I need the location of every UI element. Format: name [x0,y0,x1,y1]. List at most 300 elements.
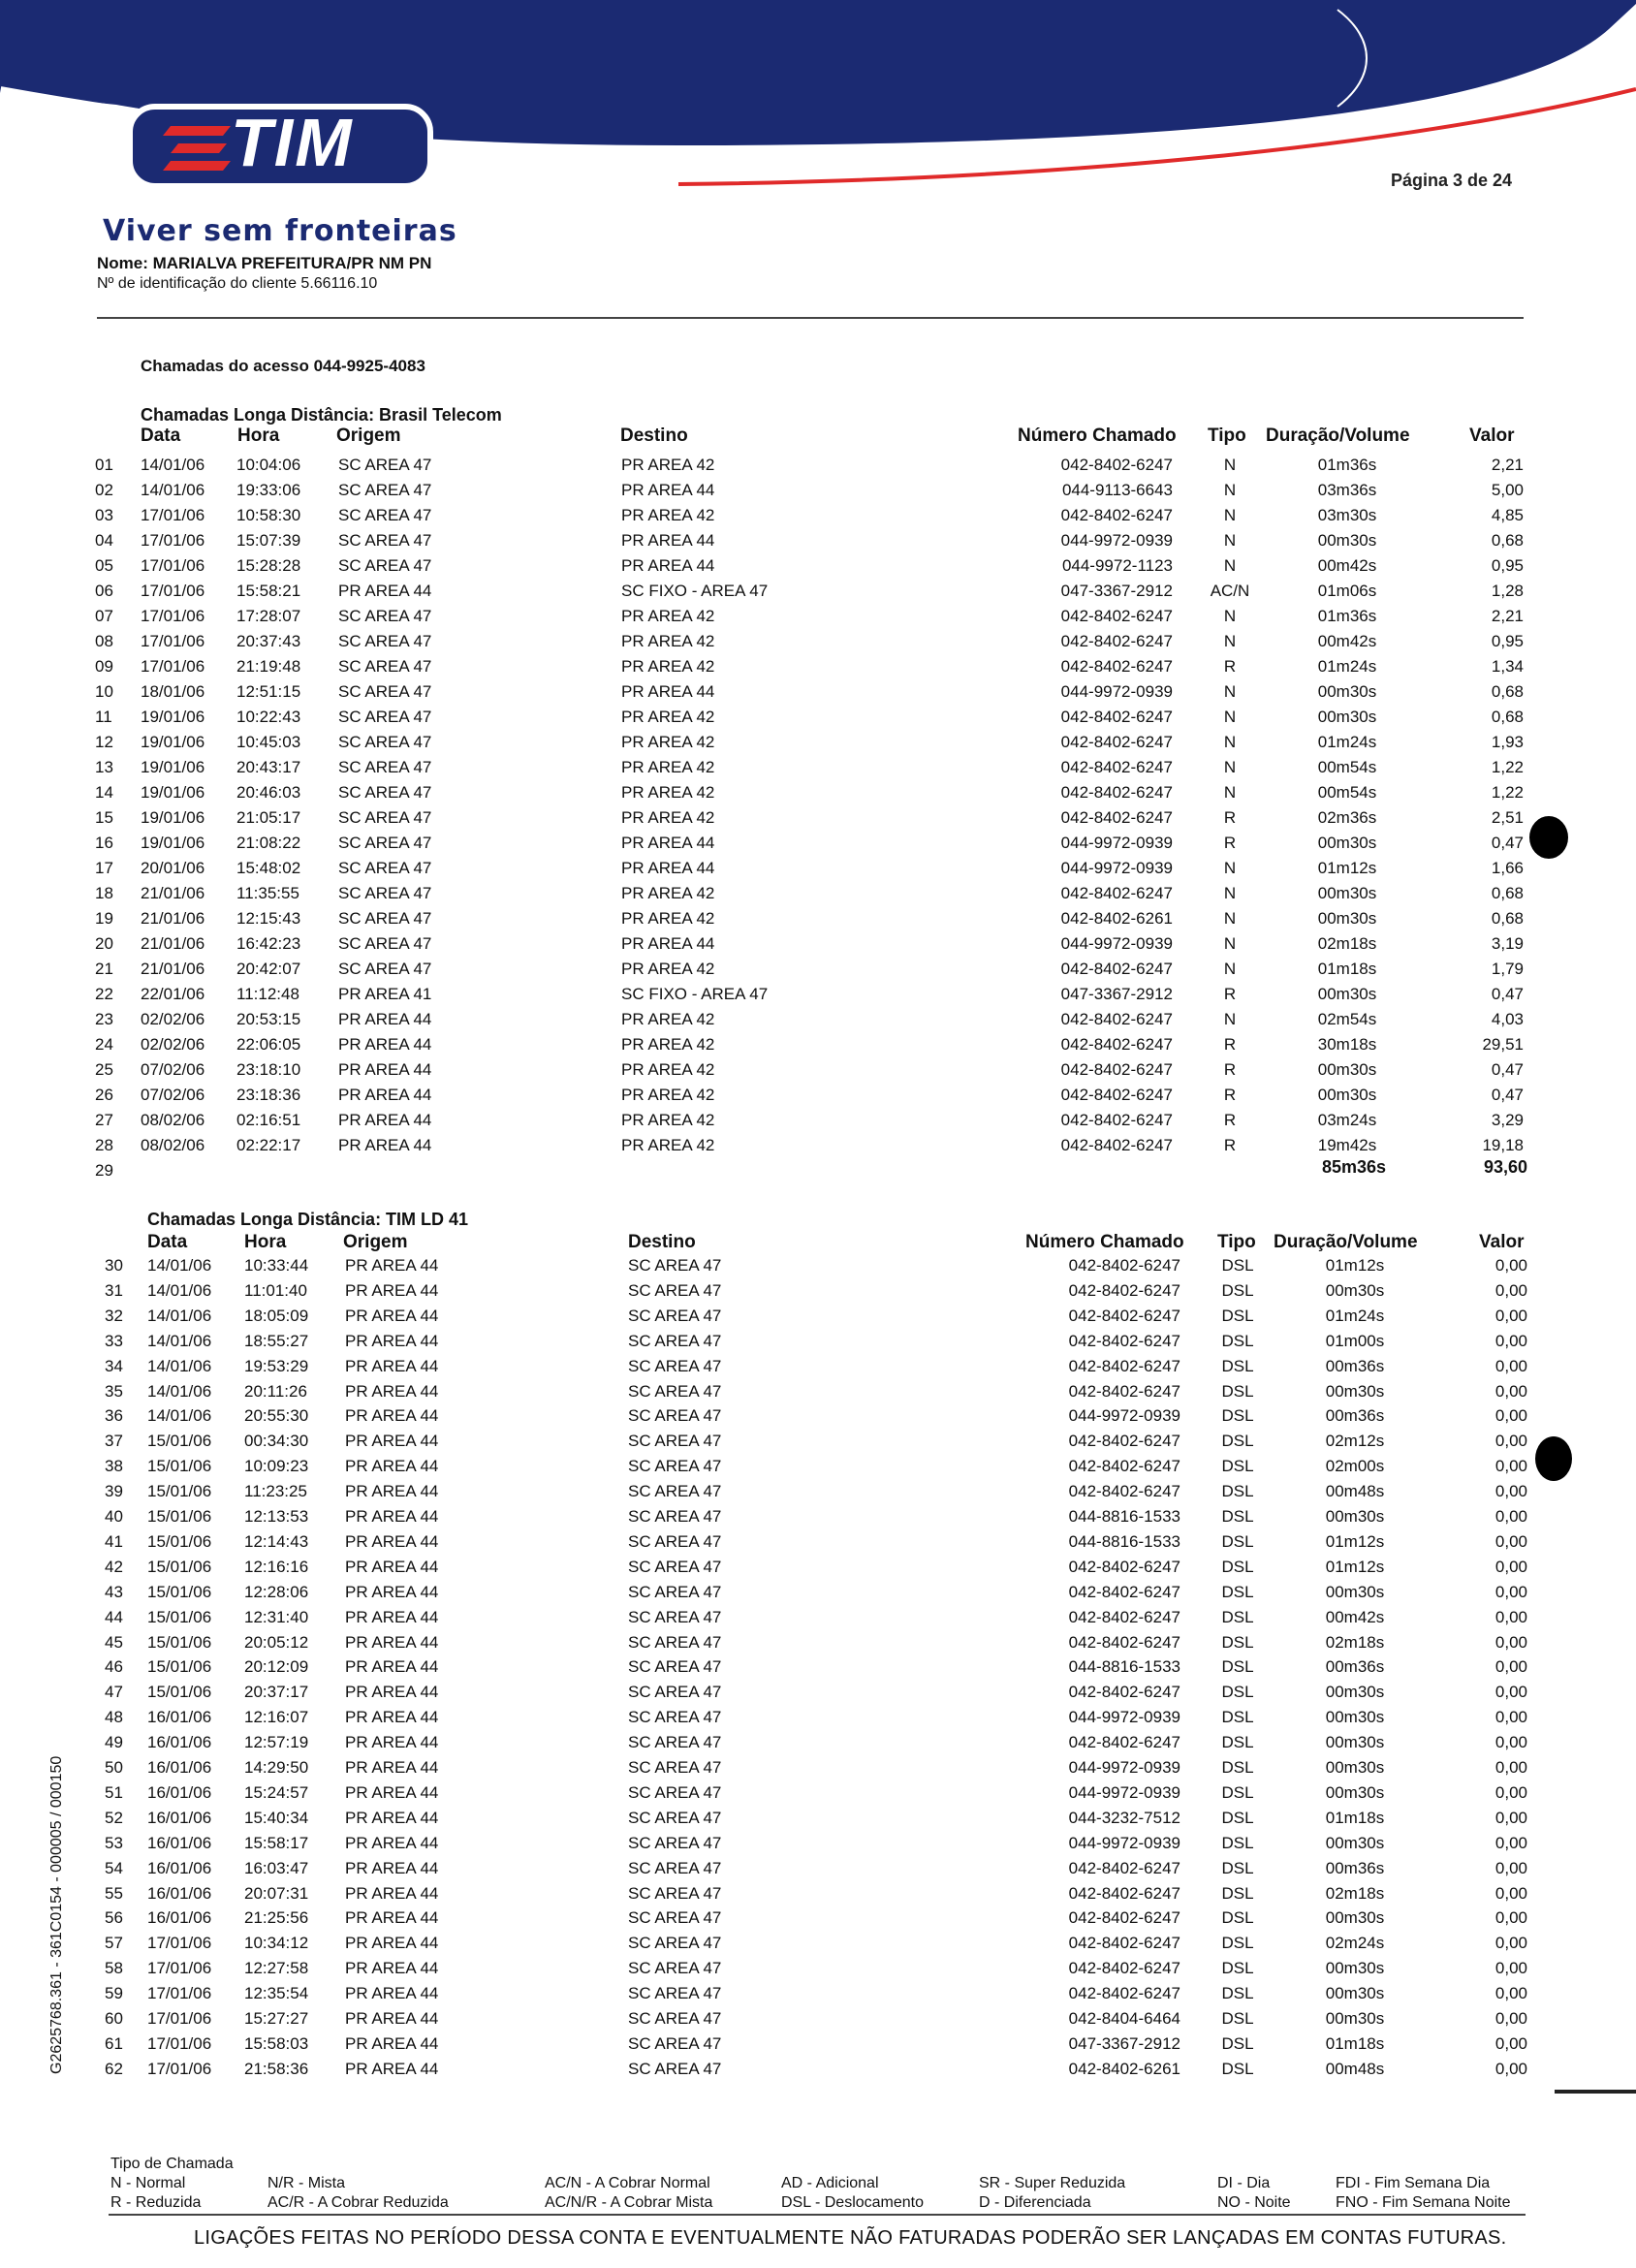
call-origin: PR AREA 44 [345,1582,439,1601]
call-row-index: 07 [95,607,113,625]
call-duration: 00m30s [1317,708,1377,726]
call-time: 15:27:27 [244,2009,309,2028]
call-type: N [1223,556,1237,575]
call-origin: SC AREA 47 [338,657,432,676]
call-date: 16/01/06 [147,1908,212,1928]
call-duration: 00m30s [1325,1758,1385,1777]
call-type: DSL [1221,2059,1254,2078]
call-row-index: 39 [105,1482,123,1501]
call-time: 12:35:54 [244,1984,309,2003]
call-row-index: 01 [95,456,113,474]
call-row-index: 46 [105,1657,123,1677]
call-number: 042-8402-6247 [1060,1111,1173,1129]
call-destination: PR AREA 44 [621,556,715,575]
column-header-hora: Hora [244,1232,287,1252]
call-time: 12:16:16 [244,1557,309,1576]
call-number: 042-8402-6247 [1060,607,1173,625]
scan-mark [1535,1436,1572,1481]
call-origin: PR AREA 44 [345,1381,439,1401]
call-destination: SC AREA 47 [628,1482,722,1501]
customer-name: Nome: MARIALVA PREFEITURA/PR NM PN [97,254,432,272]
call-duration: 00m30s [1325,1507,1385,1526]
call-destination: SC AREA 47 [628,2033,722,2053]
call-duration: 01m18s [1317,960,1377,978]
call-date: 15/01/06 [147,1432,212,1451]
call-origin: PR AREA 44 [345,1758,439,1777]
call-duration: 00m54s [1317,758,1377,776]
call-value: 0,68 [1491,531,1524,550]
call-type: DSL [1221,1482,1254,1501]
call-destination: SC AREA 47 [628,1657,722,1677]
call-value: 0,00 [1494,1457,1527,1476]
call-origin: PR AREA 44 [345,1883,439,1903]
call-date: 18/01/06 [141,682,205,701]
call-time: 10:34:12 [244,1934,309,1953]
call-row-index: 36 [105,1406,123,1426]
call-type: DSL [1221,1381,1254,1401]
call-destination: PR AREA 42 [621,657,715,676]
call-origin: PR AREA 44 [345,1331,439,1350]
call-date: 08/02/06 [141,1136,205,1154]
call-value: 0,00 [1494,1406,1527,1426]
call-duration: 02m18s [1325,1883,1385,1903]
call-duration: 00m30s [1325,1683,1385,1702]
call-origin: SC AREA 47 [338,556,432,575]
call-row-index: 55 [105,1883,123,1903]
call-time: 14:29:50 [244,1758,309,1777]
call-duration: 01m18s [1325,1808,1385,1827]
call-date: 19/01/06 [141,808,205,827]
call-date: 16/01/06 [147,1833,212,1852]
call-date: 15/01/06 [147,1632,212,1652]
call-row-index: 17 [95,859,113,877]
call-number: 044-9972-0939 [1068,1708,1180,1727]
call-number: 044-3232-7512 [1068,1808,1180,1827]
call-number: 042-8402-6247 [1068,1858,1180,1877]
call-number: 042-8402-6247 [1060,1010,1173,1028]
column-header-data: Data [147,1232,188,1252]
call-time: 10:09:23 [244,1457,309,1476]
call-date: 15/01/06 [147,1657,212,1677]
call-duration: 02m54s [1317,1010,1377,1028]
call-origin: PR AREA 44 [338,1010,432,1028]
call-value: 1,22 [1491,758,1524,776]
call-origin: PR AREA 44 [345,1531,439,1551]
call-row-index: 18 [95,884,113,902]
call-number: 044-9972-0939 [1060,859,1173,877]
call-value: 0,68 [1491,708,1524,726]
call-number: 044-9972-0939 [1068,1406,1180,1426]
call-date: 07/02/06 [141,1086,205,1104]
call-date: 07/02/06 [141,1060,205,1079]
call-type: DSL [1221,1959,1254,1978]
call-value: 0,00 [1494,2009,1527,2028]
call-time: 12:51:15 [236,682,301,701]
call-type: DSL [1221,1632,1254,1652]
call-duration: 00m30s [1317,884,1377,902]
call-value: 0,00 [1494,1256,1527,1275]
call-time: 00:34:30 [244,1432,309,1451]
call-origin: PR AREA 44 [345,2009,439,2028]
call-origin: PR AREA 44 [345,1984,439,2003]
call-type: N [1223,682,1237,701]
call-duration: 00m30s [1325,1280,1385,1300]
call-value: 0,00 [1494,1331,1527,1350]
call-row-index: 27 [95,1111,113,1129]
call-number: 044-8816-1533 [1068,1531,1180,1551]
call-number: 042-8402-6247 [1068,1457,1180,1476]
call-type: N [1223,783,1237,802]
call-duration: 00m42s [1317,632,1377,650]
call-number: 042-8402-6247 [1068,1984,1180,2003]
call-row-index: 19 [95,909,113,928]
call-time: 21:08:22 [236,834,301,852]
call-row-index: 22 [95,985,113,1003]
call-duration: 01m18s [1325,2033,1385,2053]
call-origin: SC AREA 47 [338,506,432,524]
call-destination: SC AREA 47 [628,1331,722,1350]
call-origin: PR AREA 41 [338,985,432,1003]
call-destination: PR AREA 44 [621,859,715,877]
call-date: 17/01/06 [141,556,205,575]
call-origin: SC AREA 47 [338,481,432,499]
call-destination: PR AREA 42 [621,960,715,978]
call-date: 08/02/06 [141,1111,205,1129]
call-destination: PR AREA 42 [621,1060,715,1079]
call-number: 044-8816-1533 [1068,1657,1180,1677]
call-number: 042-8402-6247 [1068,1482,1180,1501]
call-time: 20:43:17 [236,758,301,776]
call-value: 0,47 [1491,985,1524,1003]
call-number: 042-8402-6247 [1060,1086,1173,1104]
call-destination: SC AREA 47 [628,1406,722,1426]
legend-item: DI - Dia [1217,2175,1271,2191]
call-destination: SC AREA 47 [628,1959,722,1978]
call-number: 042-8402-6247 [1060,1136,1173,1154]
call-origin: PR AREA 44 [345,1683,439,1702]
call-value: 1,79 [1491,960,1524,978]
call-row-index: 37 [105,1432,123,1451]
call-duration: 02m36s [1317,808,1377,827]
call-destination: PR AREA 42 [621,1086,715,1104]
call-date: 17/01/06 [141,607,205,625]
call-value: 4,03 [1491,1010,1524,1028]
column-header-numero: Número Chamado [1025,1232,1184,1252]
call-duration: 02m24s [1325,1934,1385,1953]
call-time: 20:07:31 [244,1883,309,1903]
call-time: 10:04:06 [236,456,301,474]
call-time: 20:11:26 [244,1381,307,1401]
call-duration: 02m12s [1325,1432,1385,1451]
call-date: 14/01/06 [147,1406,212,1426]
call-row-index: 54 [105,1858,123,1877]
call-duration: 30m18s [1317,1035,1377,1054]
call-number: 042-8404-6464 [1068,2009,1180,2028]
column-header-origem: Origem [336,425,401,446]
call-row-index: 02 [95,481,113,499]
call-origin: PR AREA 44 [345,1632,439,1652]
slogan: Viver sem fronteiras [103,214,457,248]
call-row-index: 41 [105,1531,123,1551]
call-number: 044-9972-0939 [1060,682,1173,701]
call-time: 19:53:29 [244,1356,309,1375]
call-type: DSL [1221,1557,1254,1576]
column-header-hora: Hora [237,425,280,446]
call-time: 23:18:10 [236,1060,301,1079]
column-header-duracao: Duração/Volume [1266,425,1410,446]
call-number: 042-8402-6261 [1060,909,1173,928]
column-header-destino: Destino [628,1232,696,1252]
call-origin: PR AREA 44 [345,1457,439,1476]
call-date: 17/01/06 [147,2033,212,2053]
call-type: DSL [1221,1808,1254,1827]
call-number: 042-8402-6247 [1068,1908,1180,1928]
call-row-index: 33 [105,1331,123,1350]
call-number: 044-9972-0939 [1060,834,1173,852]
call-time: 18:55:27 [244,1331,309,1350]
call-value: 0,00 [1494,1908,1527,1928]
divider [97,317,1524,319]
legend-item: AC/N/R - A Cobrar Mista [545,2194,713,2211]
call-row-index: 24 [95,1035,113,1054]
call-type: R [1223,1086,1237,1104]
call-origin: SC AREA 47 [338,632,432,650]
call-row-index: 52 [105,1808,123,1827]
call-duration: 00m30s [1325,1984,1385,2003]
call-value: 0,00 [1494,1381,1527,1401]
call-row-index: 16 [95,834,113,852]
call-type: N [1223,884,1237,902]
call-number: 042-8402-6247 [1060,808,1173,827]
call-row-index: 50 [105,1758,123,1777]
call-type: N [1223,758,1237,776]
call-time: 21:58:36 [244,2059,309,2078]
call-origin: SC AREA 47 [338,859,432,877]
call-value: 0,47 [1491,1086,1524,1104]
call-destination: PR AREA 44 [621,531,715,550]
call-type: DSL [1221,1833,1254,1852]
call-date: 16/01/06 [147,1733,212,1752]
call-value: 19,18 [1482,1136,1524,1154]
call-date: 21/01/06 [141,934,205,953]
total-value: 93,60 [1483,1157,1527,1177]
call-time: 22:06:05 [236,1035,301,1054]
call-type: DSL [1221,1432,1254,1451]
call-date: 17/01/06 [147,1984,212,2003]
call-date: 16/01/06 [147,1858,212,1877]
call-origin: PR AREA 44 [345,1356,439,1375]
call-destination: PR AREA 42 [621,1035,715,1054]
call-value: 0,68 [1491,909,1524,928]
call-value: 4,85 [1491,506,1524,524]
call-type: DSL [1221,1331,1254,1350]
call-date: 17/01/06 [147,2009,212,2028]
call-row-index: 34 [105,1356,123,1375]
call-origin: PR AREA 44 [345,1858,439,1877]
call-duration: 01m36s [1317,607,1377,625]
call-value: 0,00 [1494,1833,1527,1852]
call-row-index: 20 [95,934,113,953]
call-type: DSL [1221,1256,1254,1275]
call-duration: 00m30s [1325,1708,1385,1727]
call-origin: PR AREA 44 [338,1035,432,1054]
call-destination: SC AREA 47 [628,1733,722,1752]
call-type: DSL [1221,1908,1254,1928]
call-date: 21/01/06 [141,960,205,978]
call-row-index: 53 [105,1833,123,1852]
call-destination: PR AREA 42 [621,884,715,902]
call-time: 12:14:43 [244,1531,309,1551]
call-date: 02/02/06 [141,1035,205,1054]
call-row-index: 25 [95,1060,113,1079]
call-duration: 03m36s [1317,481,1377,499]
legend-item: D - Diferenciada [979,2194,1091,2211]
call-destination: SC AREA 47 [628,1782,722,1802]
call-time: 12:28:06 [244,1582,309,1601]
call-value: 1,34 [1491,657,1524,676]
call-row-index: 05 [95,556,113,575]
call-row-index: 06 [95,582,113,600]
call-duration: 02m00s [1325,1457,1385,1476]
call-time: 02:16:51 [236,1111,301,1129]
call-value: 3,29 [1491,1111,1524,1129]
call-destination: SC AREA 47 [628,1934,722,1953]
call-row-index: 47 [105,1683,123,1702]
call-number: 042-8402-6247 [1060,960,1173,978]
call-date: 17/01/06 [141,582,205,600]
call-duration: 00m48s [1325,1482,1385,1501]
call-value: 3,19 [1491,934,1524,953]
call-time: 12:16:07 [244,1708,309,1727]
call-duration: 01m12s [1325,1557,1385,1576]
call-type: N [1223,708,1237,726]
call-number: 044-9972-0939 [1068,1833,1180,1852]
call-number: 042-8402-6247 [1068,1632,1180,1652]
column-header-destino: Destino [620,425,688,446]
side-code: G2625768.361 - 361C0154 - 000005 / 000150 [48,1755,65,2074]
call-destination: SC AREA 47 [628,2059,722,2078]
column-header-tipo: Tipo [1208,425,1246,446]
call-number: 042-8402-6247 [1068,1733,1180,1752]
call-time: 12:13:53 [244,1507,309,1526]
call-destination: SC AREA 47 [628,2009,722,2028]
call-origin: PR AREA 44 [345,1833,439,1852]
call-number: 042-8402-6247 [1060,1060,1173,1079]
call-date: 17/01/06 [141,506,205,524]
call-duration: 03m24s [1317,1111,1377,1129]
call-type: N [1223,733,1237,751]
call-origin: PR AREA 44 [345,1908,439,1928]
legend-item: FDI - Fim Semana Dia [1336,2175,1491,2191]
call-number: 042-8402-6247 [1068,1582,1180,1601]
call-duration: 01m36s [1317,456,1377,474]
call-time: 12:15:43 [236,909,301,928]
call-number: 042-8402-6247 [1060,708,1173,726]
column-header-data: Data [141,425,181,446]
call-date: 15/01/06 [147,1582,212,1601]
call-destination: SC AREA 47 [628,1582,722,1601]
call-time: 11:23:25 [244,1482,307,1501]
call-number: 042-8402-6247 [1068,1256,1180,1275]
call-date: 14/01/06 [147,1381,212,1401]
call-duration: 01m12s [1325,1256,1385,1275]
call-row-index: 31 [105,1280,123,1300]
call-duration: 00m30s [1325,2009,1385,2028]
call-row-index: 35 [105,1381,123,1401]
footer-note: LIGAÇÕES FEITAS NO PERÍODO DESSA CONTA E EVENTUALMENTE NÃO FATURADAS PODERÃO SER LANÇADAS EM CONTAS FUTURAS. [194,2227,1507,2249]
call-duration: 02m18s [1325,1632,1385,1652]
call-origin: SC AREA 47 [338,682,432,701]
call-type: DSL [1221,2009,1254,2028]
call-type: DSL [1221,1782,1254,1802]
page-number: Página 3 de 24 [1391,171,1513,190]
call-destination: PR AREA 42 [621,783,715,802]
call-row-index: 30 [105,1256,123,1275]
call-number: 042-8402-6247 [1060,657,1173,676]
call-value: 2,21 [1491,456,1524,474]
call-origin: PR AREA 44 [345,1607,439,1626]
call-value: 0,00 [1494,2033,1527,2053]
call-time: 11:01:40 [244,1280,307,1300]
call-value: 0,00 [1494,1432,1527,1451]
call-date: 17/01/06 [147,2059,212,2078]
call-number: 044-8816-1533 [1068,1507,1180,1526]
call-number: 042-8402-6247 [1068,1356,1180,1375]
call-time: 21:05:17 [236,808,301,827]
call-origin: PR AREA 44 [345,1306,439,1325]
call-type: N [1223,960,1237,978]
call-destination: SC AREA 47 [628,1632,722,1652]
call-date: 17/01/06 [141,531,205,550]
call-duration: 00m30s [1317,682,1377,701]
call-value: 0,00 [1494,1632,1527,1652]
call-time: 10:22:43 [236,708,301,726]
call-date: 15/01/06 [147,1457,212,1476]
call-type: N [1223,859,1237,877]
call-duration: 00m30s [1325,1908,1385,1928]
legend-item: AC/R - A Cobrar Reduzida [267,2194,449,2211]
call-number: 042-8402-6261 [1068,2059,1180,2078]
call-date: 14/01/06 [141,481,205,499]
call-type: DSL [1221,1356,1254,1375]
call-number: 044-9113-6643 [1061,481,1173,499]
call-number: 042-8402-6247 [1068,1381,1180,1401]
call-origin: PR AREA 44 [345,1432,439,1451]
call-number: 044-9972-0939 [1068,1758,1180,1777]
call-date: 14/01/06 [147,1256,212,1275]
call-number: 042-8402-6247 [1068,1557,1180,1576]
call-row-index: 10 [95,682,113,701]
call-type: N [1223,607,1237,625]
call-destination: PR AREA 42 [621,607,715,625]
call-date: 19/01/06 [141,834,205,852]
call-destination: SC AREA 47 [628,1507,722,1526]
call-number: 042-8402-6247 [1068,1331,1180,1350]
call-origin: SC AREA 47 [338,834,432,852]
call-type: DSL [1221,1733,1254,1752]
call-date: 15/01/06 [147,1683,212,1702]
call-value: 0,00 [1494,1782,1527,1802]
call-time: 20:05:12 [244,1632,309,1652]
call-type: DSL [1221,1582,1254,1601]
call-number: 047-3367-2912 [1060,985,1173,1003]
call-destination: PR AREA 42 [621,733,715,751]
call-duration: 00m54s [1317,783,1377,802]
call-value: 0,00 [1494,1808,1527,1827]
call-destination: PR AREA 44 [621,682,715,701]
total-duration: 85m36s [1321,1157,1386,1177]
call-duration: 00m48s [1325,2059,1385,2078]
